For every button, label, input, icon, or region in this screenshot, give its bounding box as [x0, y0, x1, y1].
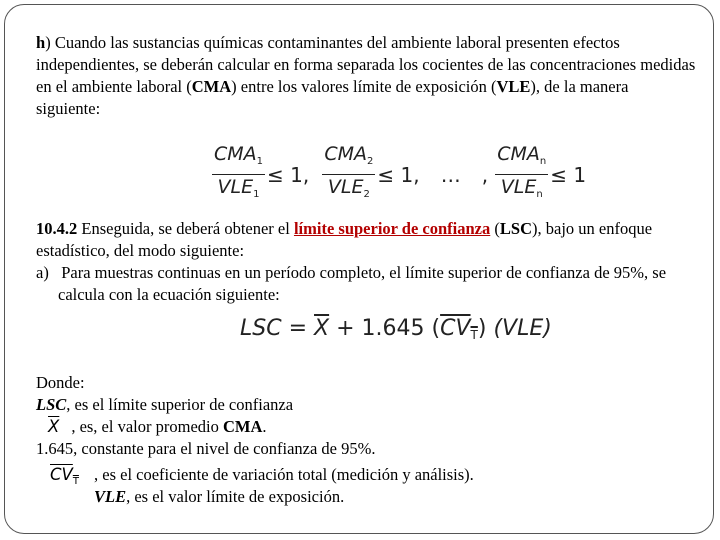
lsc-term: LSC	[499, 219, 532, 238]
def-lsc: LSC, es el límite superior de confianza	[36, 395, 294, 414]
ratio-2: $\frac{CMA_2}{VLE_2}$	[324, 143, 374, 200]
def-x: $\overline{X}$ , es, el valor promedio CMA.	[48, 417, 267, 436]
def-constant: 1.645, constante para el nivel de confianza de 95%.	[36, 439, 376, 458]
list-item-a	[36, 262, 696, 306]
definitions	[36, 372, 696, 508]
lsc-highlight: límite superior de confianza	[293, 219, 491, 238]
lsc-formula: LSC = $\overline{X} + 1.645$ $(CV_T)$ (VLE)	[240, 316, 552, 342]
paragraph-10-4-2	[36, 218, 696, 306]
para2-text-c: ), bajo un enfoque estadístico, del modo siguiente:	[36, 219, 653, 260]
ratio-n: $\frac{CMA_n}{VLE_n}$	[497, 143, 547, 200]
leq-n: ≤ 1	[550, 162, 587, 187]
leq-1: ≤ 1,	[267, 162, 310, 187]
paragraph-h	[36, 32, 696, 120]
comma: ,	[481, 162, 489, 187]
cma-term: CMA	[191, 77, 232, 96]
donde-title: Donde:	[36, 373, 85, 392]
para-text-a: Cuando las sustancias químicas contaminantes del ambiente laboral presenten efectos independientes, se deberán calcular en forma separada los cocientes de las concentraciones medidas en el ambiente laboral (	[36, 33, 696, 96]
list-marker: a)	[36, 263, 49, 282]
para2-text-a: Enseguida, se deberá obtener el	[77, 219, 294, 238]
item-paren: )	[45, 33, 51, 52]
leq-2: ≤ 1,	[377, 162, 420, 187]
para2-text-b: (	[490, 219, 500, 238]
list-item-text: Para muestras continuas en un período completo, el límite superior de confianza de 95%, se calcula con la ecuación siguiente:	[58, 263, 667, 304]
ratio-formula	[212, 142, 588, 207]
section-number: 10.4.2	[36, 219, 78, 238]
def-vle: VLE, es el valor límite de exposición.	[94, 487, 345, 506]
def-cv: $CV_T$ , es el coeficiente de variación total (medición y análisis).	[50, 465, 474, 487]
ellipsis: …	[440, 162, 461, 187]
para-text-c: ), de la manera siguiente:	[36, 77, 629, 118]
ratio-1: $\frac{CMA_1}{VLE_1}$	[214, 143, 264, 200]
para-text-b: ) entre los valores límite de exposición (	[231, 77, 497, 96]
item-label: h	[36, 33, 46, 52]
vle-term: VLE	[496, 77, 531, 96]
